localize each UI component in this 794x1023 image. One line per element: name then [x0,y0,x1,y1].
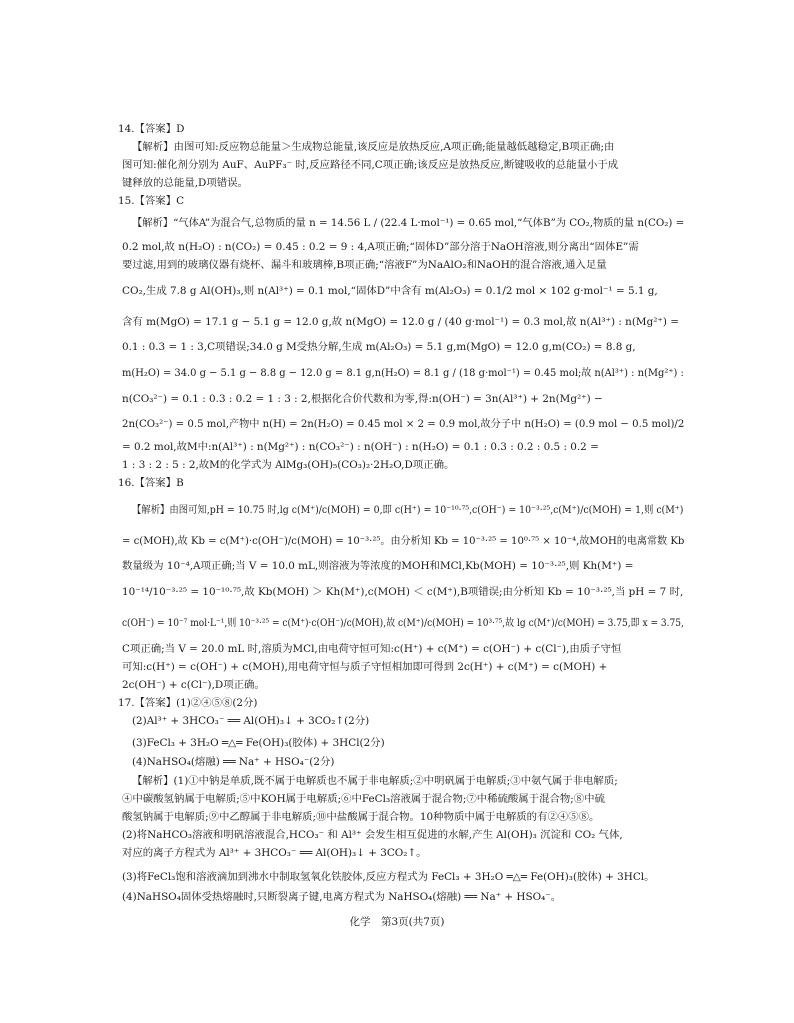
q14-line: 图可知:催化剂分别为 AuF、AuPF₃⁻ 时,反应路径不同,C项正确;该反应是放热反应,断键吸收的总能量小于成 [122,159,619,171]
q15-line: 要过滤,用到的玻璃仪器有烧杯、漏斗和玻璃棒,B项正确;“溶液F”为NaAlO₂和NaOH的混合溶液,通入足量 [122,259,607,271]
q17-item: (3)FeCl₃ + 3H₂O ═△═ Fe(OH)₃(胶体) + 3HCl(2分) [132,737,385,749]
q16-answer: 16.【答案】B [118,477,184,489]
q16-line: 【解析】由图可知,pH = 10.75 时,lg c(M⁺)/c(MOH) = 0,即 c(H⁺) = 10⁻¹⁰·⁷⁵,c(OH⁻) = 10⁻³·²⁵,c(M⁺)/c(MOH) = 1,则 c(M⁺) [132,504,684,516]
q16-line: C项正确;当 V = 20.0 mL 时,溶质为MCl,由电荷守恒可知:c(H⁺) + c(M⁺) = c(OH⁻) + c(Cl⁻),由质子守恒 [122,643,622,655]
q15-line: n(CO₃²⁻) = 0.1 : 0.3 : 0.2 = 1 : 3 : 2,根据化合价代数和为零,得:n(OH⁻) = 3n(Al³⁺) + 2n(Mg²⁺) − [122,393,603,405]
q15-line: 1 : 3 : 2 : 5 : 2,故M的化学式为 AlMg₃(OH)₅(CO₃)₂·2H₂O,D项正确。 [122,459,455,471]
q17-item: (4)NaHSO₄(熔融) ══ Na⁺ + HSO₄⁻(2分) [132,756,335,768]
q14-line: 键释放的总能量,D项错误。 [122,177,248,189]
q16-line: = c(MOH),故 Kb = c(M⁺)·c(OH⁻)/c(MOH) = 10⁻³·²⁵。由分析知 Kb = 10⁻³·²⁵ = 10⁰·⁷⁵ × 10⁻⁴,故MOH的电离常数 Kb [122,535,685,547]
q17-line: ④中碳酸氢钠属于电解质;⑤中KOH属于电解质;⑥中FeCl₃溶液属于混合物;⑦中稀硫酸属于混合物;⑧中硫 [122,793,605,805]
q16-line: 数量级为 10⁻⁴,A项正确;当 V = 10.0 mL,则溶液为等浓度的MOH和MCl,Kb(MOH) = 10⁻³·²⁵,则 Kh(M⁺) = [122,560,634,572]
q15-line: 0.1 : 0.3 = 1 : 3,C项错误;34.0 g M受热分解,生成 m(Al₂O₃) = 5.1 g,m(MgO) = 12.0 g,m(CO₂) = 8.8 g, [122,341,636,353]
q16-line: c(OH⁻) = 10⁻⁷ mol·L⁻¹,则 10⁻³·²⁵ = c(M⁺)·c(OH⁻)/c(MOH),故 c(M⁺)/c(MOH) = 10³·⁷⁵,故 lg c(M⁺)/c(MOH) = 3.75,即 x = 3.75, [122,617,684,629]
q15-line: m(H₂O) = 34.0 g − 5.1 g − 8.8 g − 12.0 g = 8.1 g,n(H₂O) = 8.1 g / (18 g·mol⁻¹) = 0.45 mol;故 n(Al³⁺) : n(Mg²⁺) : [122,367,684,379]
q17-line: 对应的离子方程式为 Al³⁺ + 3HCO₃⁻ ══ Al(OH)₃↓ + 3CO₂↑。 [122,847,427,859]
q17-line: (4)NaHSO₄固体受热熔融时,只断裂离子键,电离方程式为 NaHSO₄(熔融) ══ Na⁺ + HSO₄⁻。 [122,891,562,903]
q15-line: 2n(CO₃²⁻) = 0.5 mol,产物中 n(H) = 2n(H₂O) = 0.45 mol × 2 = 0.9 mol,故分子中 n(H₂O) = (0.9 mol − 0.5 mol)/2 [122,418,685,430]
q17-line: (3)将FeCl₃饱和溶液滴加到沸水中制取氢氧化铁胶体,反应方程式为 FeCl₃ + 3H₂O ═△═ Fe(OH)₃(胶体) + 3HCl。 [122,871,655,883]
q17-line: 【解析】(1)①中钠是单质,既不属于电解质也不属于非电解质;②中明矾属于电解质;③中氨气属于非电解质; [132,775,618,787]
q14-line: 【解析】由图可知:反应物总能量＞生成物总能量,该反应是放热反应,A项正确;能量越低越稳定,B项正确;由 [132,141,615,153]
q15-answer: 15.【答案】C [118,195,185,207]
q17-item: (2)Al³⁺ + 3HCO₃⁻ ══ Al(OH)₃↓ + 3CO₂↑(2分) [132,715,370,727]
q17-answer: 17.【答案】(1)②④⑤⑧(2分) [118,697,258,709]
page-footer: 化学 第3页(共7页) [349,916,445,928]
q16-line: 2c(OH⁻) + c(Cl⁻),D项正确。 [122,679,265,691]
q15-line: 含有 m(MgO) = 17.1 g − 5.1 g = 12.0 g,故 n(MgO) = 12.0 g / (40 g·mol⁻¹) = 0.3 mol,故 n(Al³⁺) : n(Mg²⁺) = [122,316,679,328]
q16-line: 可知:c(H⁺) = c(OH⁻) + c(MOH),用电荷守恒与质子守恒相加即可得到 2c(H⁺) + c(M⁺) = c(MOH) + [122,661,608,673]
q17-line: (2)将NaHCO₃溶液和明矾溶液混合,HCO₃⁻ 和 Al³⁺ 会发生相互促进的水解,产生 Al(OH)₃ 沉淀和 CO₂ 气体, [122,829,623,841]
q14-answer: 14.【答案】D [118,123,185,135]
q15-line: 【解析】“气体A”为混合气,总物质的量 n = 14.56 L / (22.4 L·mol⁻¹) = 0.65 mol,“气体B”为 CO₂,物质的量 n(CO₂) = [132,217,685,229]
q15-line: 0.2 mol,故 n(H₂O) : n(CO₂) = 0.45 : 0.2 = 9 : 4,A项正确;“固体D”部分溶于NaOH溶液,则分离出“固体E”需 [122,241,639,253]
q16-line: 10⁻¹⁴/10⁻³·²⁵ = 10⁻¹⁰·⁷⁵,故 Kb(MOH) ＞ Kh(M⁺),c(MOH) ＜ c(M⁺),B项错误;由分析知 Kb = 10⁻³·²⁵,当 pH = 7 时, [122,586,684,598]
q17-line: 酸氢钠属于电解质;⑨中乙醇属于非电解质;⑩中盐酸属于混合物。10种物质中属于电解质的有②④⑤⑧。 [122,811,600,823]
q15-line: CO₂,生成 7.8 g Al(OH)₃,则 n(Al³⁺) = 0.1 mol,“固体D”中含有 m(Al₂O₃) = 0.1/2 mol × 102 g·mol⁻¹ = 5.1 g, [122,285,658,297]
q15-line: = 0.2 mol,故M中:n(Al³⁺) : n(Mg²⁺) : n(CO₃²⁻) : n(OH⁻) : n(H₂O) = 0.1 : 0.3 : 0.2 : 0.5 : 0.2 = [122,441,599,453]
